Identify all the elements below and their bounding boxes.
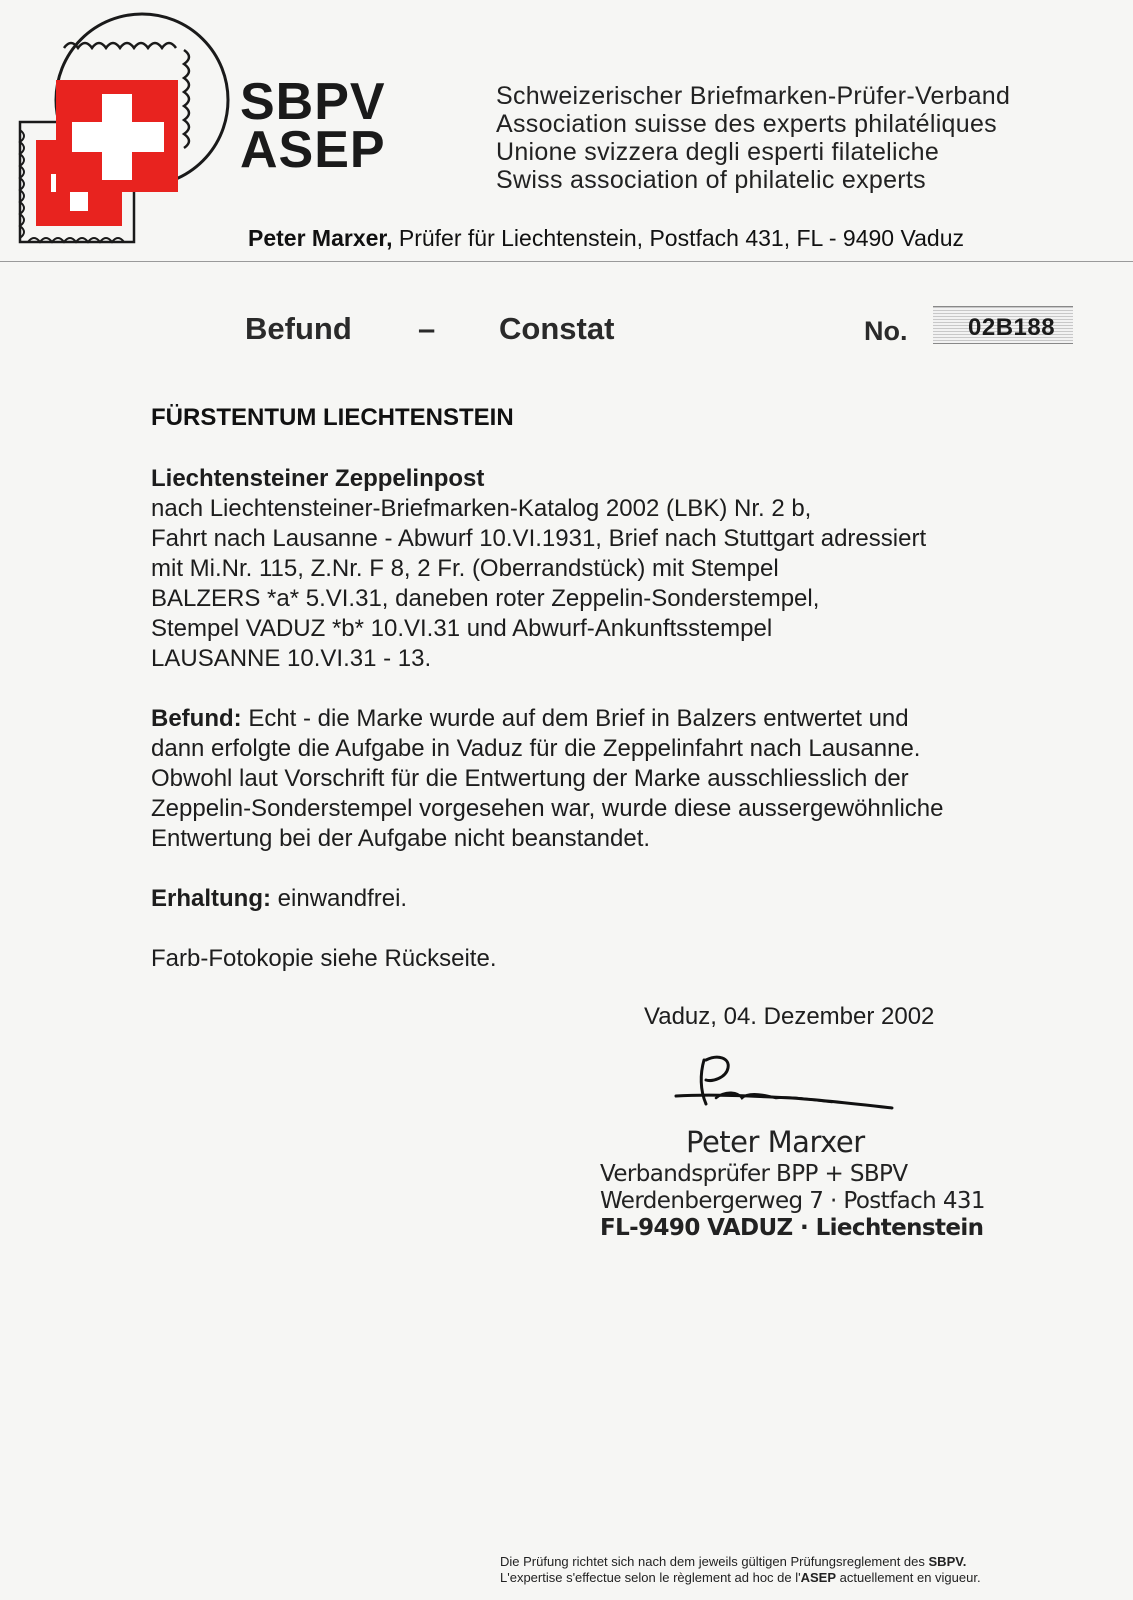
item-line: BALZERS *a* 5.VI.31, daneben roter Zeppelin-Sonderstempel, [151, 585, 820, 612]
findings-text: Echt - die Marke wurde auf dem Brief in Balzers entwertet und [241, 705, 909, 732]
brand-asep: ASEP [240, 121, 386, 179]
condition-line [151, 884, 407, 914]
association-name-en: Swiss association of philatelic experts [496, 166, 926, 194]
item-line: mit Mi.Nr. 115, Z.Nr. F 8, 2 Fr. (Oberrandstück) mit Stempel [151, 555, 779, 582]
brand-wordmark [240, 73, 386, 179]
item-line: Stempel VADUZ *b* 10.VI.31 und Abwurf-Ankunftsstempel [151, 615, 773, 642]
association-name-fr: Association suisse des experts philatéliques [496, 110, 997, 138]
footer-note [500, 1554, 981, 1586]
title-dash: – [418, 311, 436, 346]
examiner-line [248, 225, 964, 252]
footer-fr-bold: ASEP [800, 1570, 837, 1585]
place-date: Vaduz, 04. Dezember 2002 [644, 1003, 935, 1030]
sbpv-stamp-logo [14, 10, 244, 250]
footer-de-text: Die Prüfung richtet sich nach dem jeweils gültigen Prüfungsreglement des [500, 1554, 929, 1569]
stamp-address: Werdenbergerweg 7 · Postfach 431 [600, 1188, 985, 1214]
header-divider [0, 261, 1133, 262]
condition-label: Erhaltung: [151, 885, 271, 912]
brand-sbpv: SBPV [240, 73, 386, 131]
footer-line-fr [500, 1570, 981, 1586]
examiner-name: Peter Marxer, [248, 225, 393, 251]
item-line: nach Liechtensteiner-Briefmarken-Katalog 2002 (LBK) Nr. 2 b, [151, 495, 812, 522]
findings-first-line [151, 704, 909, 734]
footer-line-de [500, 1554, 981, 1570]
handwritten-signature [672, 1052, 912, 1122]
photocopy-note: Farb-Fotokopie siehe Rückseite. [151, 945, 497, 972]
item-line: LAUSANNE 10.VI.31 - 13. [151, 645, 432, 672]
item-title [151, 464, 484, 494]
title-constat: Constat [499, 311, 615, 346]
title-befund: Befund [245, 311, 352, 346]
findings-line: Zeppelin-Sonderstempel vorgesehen war, wurde diese aussergewöhnliche [151, 795, 944, 822]
certificate-number-label: No. [864, 316, 908, 346]
stamp-title: Verbandsprüfer BPP + SBPV [600, 1161, 908, 1187]
association-name-de: Schweizerischer Briefmarken-Prüfer-Verband [496, 82, 1011, 110]
footer-de-bold: SBPV. [928, 1554, 967, 1569]
stamp-city: FL-9490 VADUZ · Liechtenstein [600, 1215, 984, 1241]
country-heading: FÜRSTENTUM LIECHTENSTEIN [151, 404, 514, 431]
findings-line: Entwertung bei der Aufgabe nicht beanstandet. [151, 825, 651, 852]
findings-line: dann erfolgte die Aufgabe in Vaduz für die Zeppelinfahrt nach Lausanne. [151, 735, 921, 762]
condition-value: einwandfrei. [271, 885, 408, 912]
association-name-it: Unione svizzera degli esperti filateliche [496, 138, 940, 166]
footer-fr-end: actuellement en vigueur. [836, 1570, 981, 1585]
item-line: Fahrt nach Lausanne - Abwurf 10.VI.1931, Brief nach Stuttgart adressiert [151, 525, 927, 552]
footer-fr-text: L'expertise s'effectue selon le règlement ad hoc de l' [500, 1570, 801, 1585]
association-names [496, 82, 1010, 194]
findings-label: Befund: [151, 705, 242, 732]
findings-line: Obwohl laut Vorschrift für die Entwertung der Marke ausschliesslich der [151, 765, 909, 792]
item-title-text: Liechtensteiner Zeppelinpost [151, 465, 485, 492]
stamp-name: Peter Marxer [686, 1125, 865, 1159]
certificate-number: 02B188 [968, 314, 1056, 341]
examiner-details: Prüfer für Liechtenstein, Postfach 431, FL - 9490 Vaduz [392, 225, 964, 251]
